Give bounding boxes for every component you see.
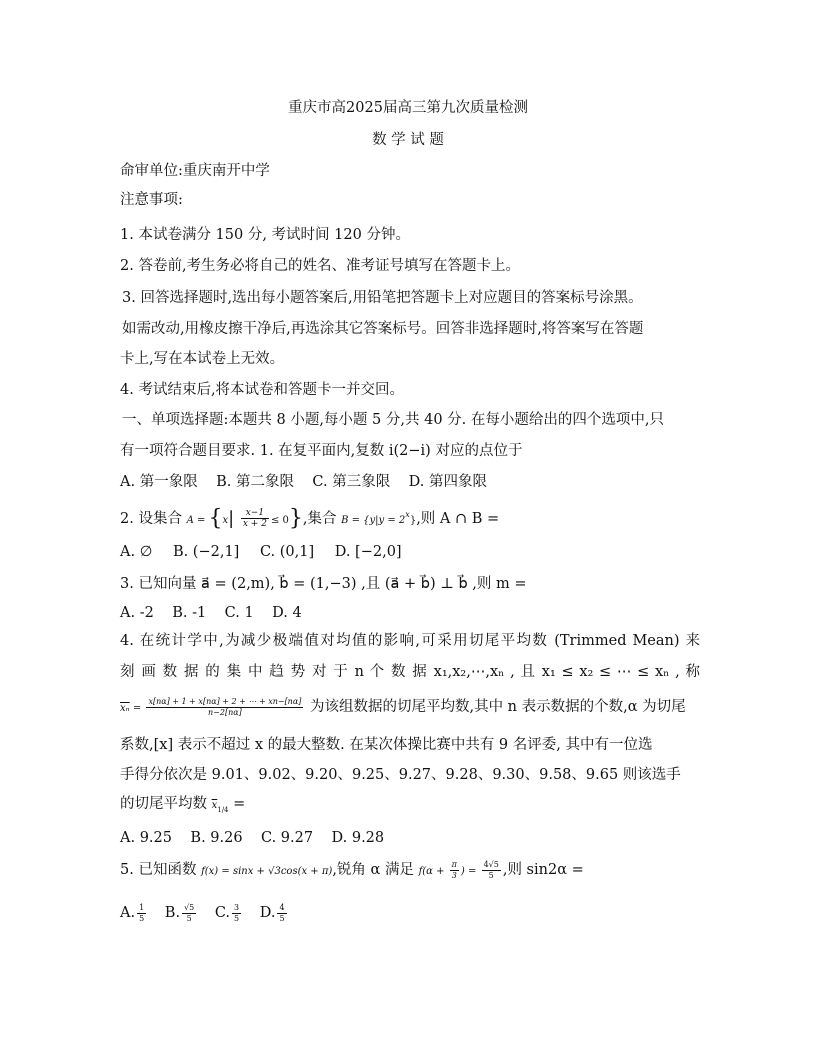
note-2: 2. 答卷前,考生务必将自己的姓名、准考证号填写在答题卡上。 [120,258,521,274]
q5-func: f(x) = sinx + √3cos(x + π) [201,866,333,877]
q4-line-5: 手得分依次是 9.01、9.02、9.20、9.25、9.27、9.28、9.30、9.58、9.65 则该选手 [120,767,681,783]
q5-cond-frac-den: 3 [451,870,457,880]
q1-stem: 有一项符合题目要求. 1. 在复平面内,复数 i(2−i) 对应的点位于 [120,443,523,459]
q2-middle: ,集合 [302,510,337,527]
q2-set-b: B = {y|y = 2 [341,514,406,526]
q2-set-a: A = [186,514,209,526]
q4-line-3: $\overline{x_n}$ = $\frac{x[n\alpha] + 1 + x[n\alpha] + 2 + \cdots + xn-[n\alpha]}{n-2[n\alpha]}$ 为该组数据的切尾平均数,其中 n 表示数据的个数,α 为切尾 [120,696,686,717]
q3-options: A. -2 B. -1 C. 1 D. 4 [120,605,302,621]
q4-line-4: 系数,[x] 表示不超过 x 的最大整数. 在某次体操比赛中共有 9 名评委, 其中有一位选 [120,737,653,753]
q2-left-brace: { [208,505,223,531]
school-line: 命审单位:重庆南开中学 [120,163,270,179]
q2-option-d: D. [−2,0] [334,544,402,560]
q5-option-b-den: 5 [186,913,192,923]
q2-ineq: ≤ 0 [270,514,289,526]
q2-tail: ,则 A ∩ B = [416,510,500,527]
notice-heading: 注意事项: [120,192,183,208]
q5-option-c-label: C. [214,905,231,921]
q5-option-a-den: 5 [139,913,145,923]
note-3-cont: 如需改动,用橡皮擦干净后,再选涂其它答案标号。回答非选择题时,将答案写在答题 [122,321,644,337]
q5-option-d-label: D. [259,905,276,921]
q5-option-a-frac [137,903,146,924]
q2-set-b-end: } [409,514,417,526]
q4-line-6-prefix: 的切尾平均数 [120,796,207,812]
q4-formula-num: x[nα] + 1 + x[nα] + 2 + ⋯ + xn−[nα] [148,696,302,706]
q4-formula-den: n−2[nα] [208,707,242,717]
q5-text-a: 5. 已知函数 [120,862,197,878]
q4-line-3-text: 为该组数据的切尾平均数,其中 n 表示数据的个数,α 为切尾 [309,699,686,715]
q4-line-6-suffix: = [233,796,246,812]
q5-cond-val [482,860,501,881]
q4-line-6 [120,794,700,820]
q5-option-a-label: A. [120,905,136,921]
q4-options: A. 9.25 B. 9.26 C. 9.27 D. 9.28 [120,830,385,846]
q4-trimmed-sub: 1/4 [217,805,229,814]
q4-formula-lhs: $\overline{x_n}$ [120,703,130,714]
note-3: 3. 回答选择题时,选出每小题答案后,用铅笔把答题卡上对应题目的答案标号涂黑。 [122,290,643,306]
q2-option-a: A. ∅ [120,544,153,560]
q5-option-c-den: 5 [234,913,240,923]
q5-option-a [120,902,148,923]
q2-var-x: x [222,514,229,526]
q5-option-c-num: 3 [234,902,240,912]
q5-cond-lhs: f(α + [418,866,448,877]
q5-option-c [214,902,243,923]
q2-bar: | [228,507,235,529]
q5-options [120,900,700,926]
q5-option-d [259,902,289,923]
q5-cond-frac [450,860,459,881]
q5-cond-val-num: 4√5 [483,859,499,869]
q5-option-b-frac [182,903,196,924]
q2-prefix: 2. 设集合 [120,510,182,527]
q5-cond-frac-num: π [451,859,457,869]
q5-stem [120,855,700,885]
page-title: 重庆市高2025届高三第九次质量检测 [288,100,528,116]
q2-fraction [241,508,269,529]
q2-option-c: C. (0,1] [259,544,315,560]
q2-right-brace: } [288,505,303,531]
q5-option-d-den: 5 [279,913,285,923]
q4-line-1: 4. 在统计学中,为减少极端值对均值的影响,可采用切尾平均数 (Trimmed Mean) 来 [120,633,700,649]
q4-formula-fraction [146,697,303,718]
page-subtitle: 数 学 试 题 [372,132,444,148]
q5-option-a-num: 1 [139,902,145,912]
q5-option-d-frac [277,903,286,924]
q5-cond-val-den: 5 [488,870,494,880]
note-3-end: 卡上,写在本试卷上无效。 [120,351,285,367]
q2-frac-den: x + 2 [242,519,267,530]
q5-option-c-frac [232,903,241,924]
q5-option-d-num: 4 [279,902,285,912]
q2-frac-num: x−1 [241,508,269,519]
q3-stem: 3. 已知向量 a⃗ = (2,m), b⃗ = (1,−3) ,且 (a⃗ + b⃗) ⊥ b⃗ ,则 m = [120,576,527,592]
q1-options: A. 第一象限 B. 第二象限 C. 第三象限 D. 第四象限 [120,474,487,490]
note-1: 1. 本试卷满分 150 分, 考试时间 120 分钟。 [120,227,410,243]
q2-options [120,542,700,562]
q4-trimmed-var: $\overline{x}$ [211,800,218,811]
q2-exp: x [405,510,410,519]
note-4: 4. 考试结束后,将本试卷和答题卡一并交回。 [120,382,405,398]
q5-text-b: ,锐角 α 满足 [332,862,414,878]
q5-cond-mid: ) = [460,866,480,877]
q5-option-b-num: √5 [184,902,195,912]
q5-option-b-label: B. [164,905,181,921]
q5-option-b [164,902,198,923]
q5-text-c: ,则 sin2α = [502,862,584,878]
q4-line-2: 刻 画 数 据 的 集 中 趋 势 对 于 n 个 数 据 x₁,x₂,⋯,xₙ , 且 x₁ ≤ x₂ ≤ ⋯ ≤ xₙ , 称 [120,664,700,680]
q2-option-b: B. (−2,1] [172,544,240,560]
q2-stem [120,500,700,530]
section-heading: 一、单项选择题:本题共 8 小题,每小题 5 分,共 40 分. 在每小题给出的四个选项中,只 [122,412,664,428]
